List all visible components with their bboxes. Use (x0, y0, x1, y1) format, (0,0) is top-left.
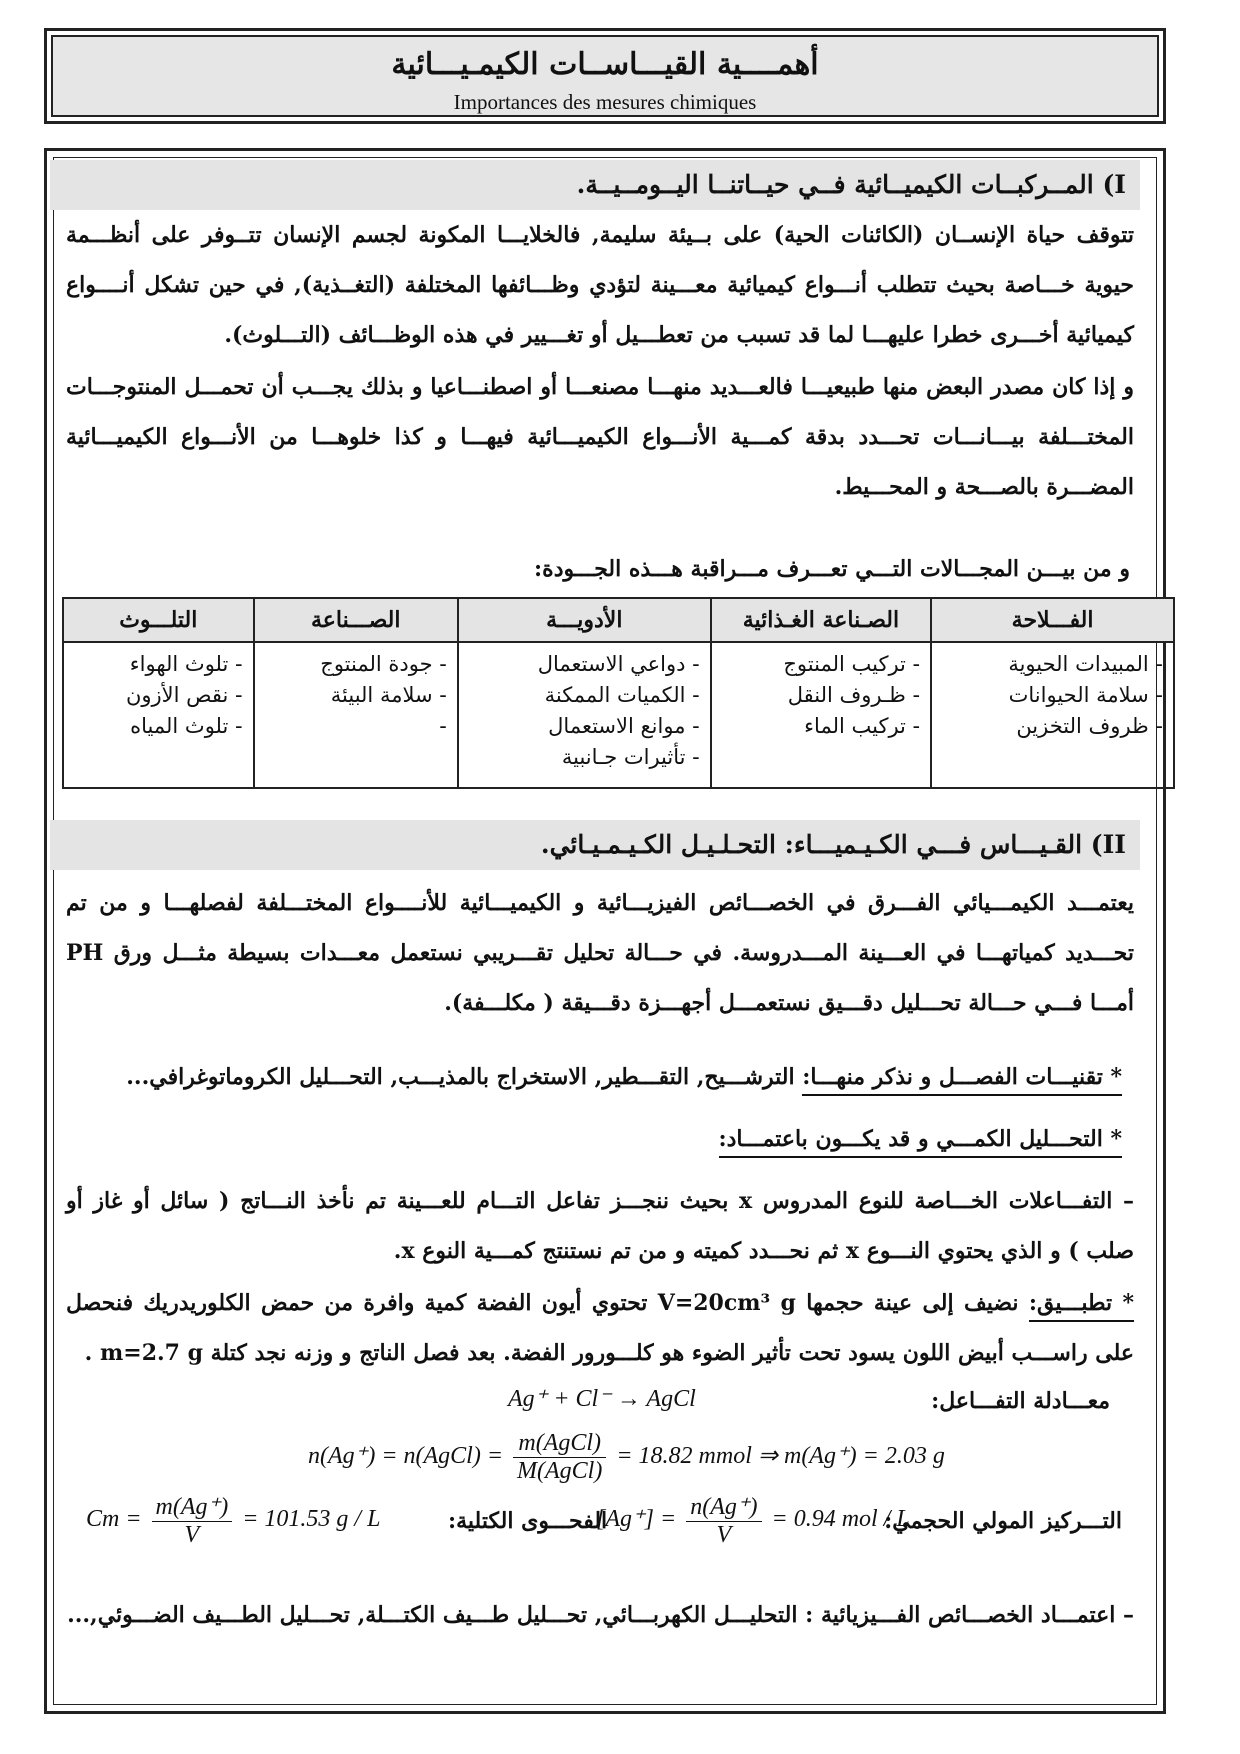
molar-concentration-left: [Ag⁺] = (596, 1506, 677, 1533)
application-paragraph (66, 1278, 1134, 1378)
separation-techniques-label: * تقنيـــات الفصـــل و نذكر منهـــا: (802, 1064, 1122, 1096)
list-item: - تركيب الماء (804, 714, 921, 738)
reaction-equation-label: معـــادلة التفـــاعل: (931, 1388, 1110, 1414)
physical-properties-paragraph: – اعتمـــاد الخصـــائص الفـــيزيائية : التحليـــل الكهربـــائي, تحـــليل طـــيف الكتـــلة, تحـــليل الطـــيف الضـــوئي,... (67, 1602, 1134, 1628)
table-header: الصـــناعة (254, 598, 458, 642)
section1-heading: I) المــركبــات الكيميــائية فــي حيــاتنــا اليــومــيــة. (50, 160, 1140, 210)
quantitative-analysis-label: * التحـــليل الكمـــي و قد يكـــون باعتمـــاد: (719, 1126, 1122, 1158)
list-item: - موانع الاستعمال (548, 714, 700, 738)
table-cell (711, 642, 931, 788)
application-text: نضيف إلى عينة حجمها V=20cm³ g تحتوي أيون الفضة كمية وافرة من حمض الكلوريدريك فنحصل على راســـب أبيض اللون يسود تحت تأثير الضوء هو كلـــورور الفضة. بعد فصل الناتج و وزنه نجد كتلة m=2.7 g . (66, 1290, 1134, 1366)
list-item: - سلامة الحيوانات (1008, 683, 1163, 707)
list-item: - جودة المنتوج (320, 652, 447, 676)
table-header: الصـناعة الغـذائية (711, 598, 931, 642)
molar-concentration-denominator: V (716, 1522, 732, 1548)
moles-fraction-denominator: M(AgCl) (517, 1458, 603, 1484)
table-header: الأدويـــة (458, 598, 711, 642)
list-item: - (439, 714, 447, 738)
list-item: - تأثيرات جـانبية (561, 745, 700, 769)
mass-concentration-fraction (152, 1492, 233, 1549)
mass-concentration-equation (86, 1492, 380, 1549)
mass-concentration-label: الفحـــوى الكتلية: (448, 1508, 608, 1534)
list-item: - نقص الأزون (125, 683, 243, 707)
list-item: - ظـروف النقل (787, 683, 921, 707)
title-arabic: أهمــــية القيـــاســات الكيمـيـــائية (391, 47, 819, 82)
mass-concentration-left: Cm = (86, 1506, 142, 1533)
molar-concentration-label: التـــركيز المولي الحجمي: (884, 1508, 1122, 1534)
application-label: * تطبـــيق: (1029, 1290, 1134, 1322)
moles-fraction-numerator: m(AgCl) (513, 1430, 606, 1458)
moles-fraction (513, 1430, 606, 1485)
list-item: - سلامة البيئة (330, 683, 447, 707)
title-banner (51, 35, 1159, 117)
moles-equation-right: = 18.82 mmol ⇒ m(Ag⁺) = 2.03 g (616, 1443, 945, 1470)
moles-equation (308, 1430, 945, 1485)
quantitative-analysis (719, 1126, 1122, 1152)
mass-concentration-numerator: m(Ag⁺) (152, 1492, 233, 1522)
list-item: - الكميات الممكنة (544, 683, 700, 707)
section1-paragraph-1: تتوقف حياة الإنســان (الكائنات الحية) على بــيئة سليمة, فالخلايـــا المكونة لجسم الإنسان تتــوفر على أنظـــمة حيوية خـــاصة بحيث تتطلب أنـــواع كيميائية معـــينة لتؤدي وظـــائفها المختلفة (التغــذية), في حين تشكل أنــــواع كيميائية أخـــرى خطرا عليهـــا لما قد تسبب من تعطـــيل أو تغـــيير في هذه الوظـــائف (التـــلوث). (66, 222, 1134, 348)
table-header-row (63, 598, 1174, 642)
list-item: - دواعي الاستعمال (537, 652, 700, 676)
separation-techniques (126, 1064, 1122, 1090)
list-item: - تلوث المياه (130, 714, 243, 738)
table-row (63, 642, 1174, 788)
section2-heading: II) القـيـــاس فـــي الكـيـميـــاء: التحـلـيـل الكـيـمـيـائي. (50, 820, 1140, 870)
title-french: Importances des mesures chimiques (453, 90, 757, 114)
list-item: - تلوث الهواء (129, 652, 243, 676)
title-box (44, 28, 1166, 124)
section1-intro: و من بيـــن المجـــالات التـــي تعـــرف مـــراقبة هـــذه الجـــودة: (534, 556, 1130, 582)
molar-concentration-fraction (686, 1492, 761, 1549)
molar-concentration-right: = 0.94 mol / L (771, 1506, 910, 1533)
table-cell (254, 642, 458, 788)
reaction-equation: Ag⁺ + Cl⁻ → AgCl (508, 1386, 696, 1412)
molar-concentration-equation (596, 1492, 910, 1549)
table-cell (63, 642, 254, 788)
section1-paragraph-2: و إذا كان مصدر البعض منها طبيعيـــا فالعـــديد منهـــا مصنعـــا أو اصطنـــاعيا و بذلك يجـــب أن تحمـــل المنتوجـــات المختـــلفة بيـــانـــات تحـــدد بدقة كمـــية الأنـــواع الكيميـــائية فيهـــا و كذا خلوهـــا من الأنـــواع الكيميـــائية المضـــرة بالصـــحة و المحـــيط. (66, 374, 1134, 500)
list-item: - ظروف التخزين (1016, 714, 1163, 738)
section2-paragraph-1: يعتمـــد الكيمـــيائي الفـــرق في الخصـــائص الفيزيـــائية و الكيميـــائية للأنــــواع المختـــلفة لفصلهـــا و من تم تحـــديد كمياتهـــا في العـــينة المـــدروسة. في حـــالة تحليل تقـــريبي نستعمل معـــدات بسيطة مثـــل ورق PH أمـــا فـــي حـــالة تحـــليل دقـــيق نستعمـــل أجهـــزة دقـــيقة ( مكلـــفة). (66, 890, 1134, 1016)
moles-equation-left: n(Ag⁺) = n(AgCl) = (308, 1443, 504, 1470)
list-item: - المبيدات الحيوية (1008, 652, 1163, 676)
separation-techniques-text: الترشـــيح, التقـــطير, الاستخراج بالمذيـــب, التحـــليل الكروماتوغرافي... (126, 1064, 795, 1090)
table-cell (458, 642, 711, 788)
quality-domains-table (62, 597, 1175, 789)
specific-reactions-paragraph: – التفـــاعلات الخـــاصة للنوع المدروس x بحيث ننجـــز تفاعل التـــام للعـــينة تم نأخذ النـــاتج ( سائل أو غاز أو صلب ) و الذي يحتوي النـــوع x ثم نحـــدد كميته و من تم نستنتج كمـــية النوع x. (66, 1188, 1135, 1264)
mass-concentration-denominator: V (184, 1522, 200, 1548)
molar-concentration-numerator: n(Ag⁺) (686, 1492, 761, 1522)
table-cell (931, 642, 1174, 788)
mass-concentration-right: = 101.53 g / L (242, 1506, 381, 1533)
list-item: - تركيب المنتوج (783, 652, 921, 676)
table-header: التلـــوث (63, 598, 254, 642)
table-header: الفـــلاحة (931, 598, 1174, 642)
